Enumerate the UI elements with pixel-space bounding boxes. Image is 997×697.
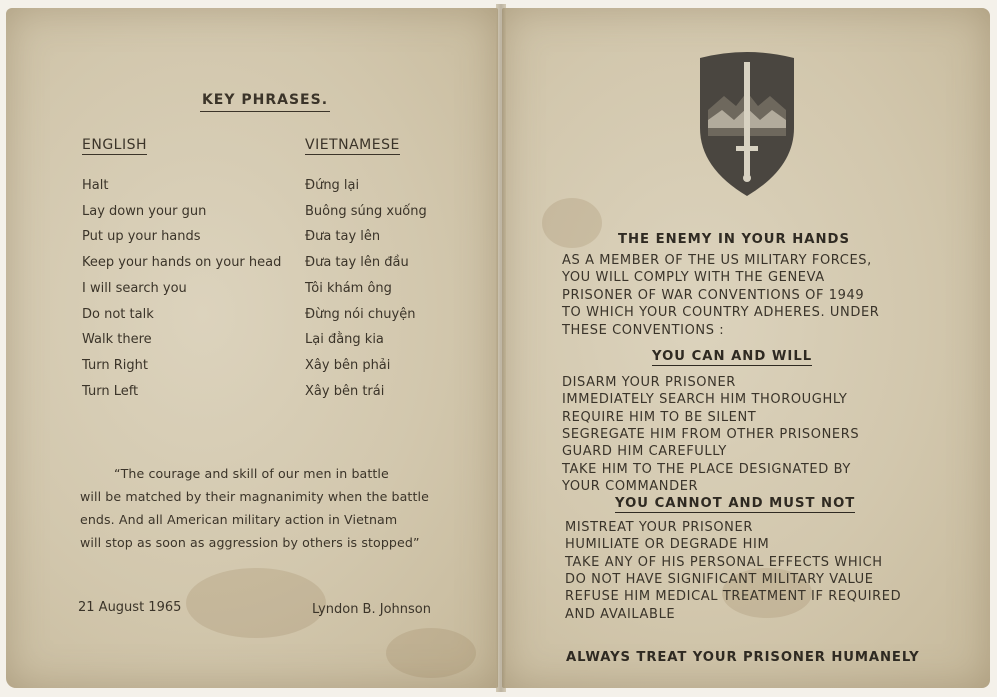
phrase-vietnamese: Xây bên trái [305, 384, 385, 399]
phrase-english: Halt [82, 178, 109, 193]
phrase-vietnamese: Đưa tay lên [305, 229, 381, 244]
phrase-english: Lay down your gun [82, 204, 207, 219]
phrase-english: Keep your hands on your head [82, 255, 282, 270]
phrase-english: Turn Left [82, 384, 139, 399]
can-line: REQUIRE HIM TO BE SILENT [562, 410, 757, 425]
phrase-english: Put up your hands [82, 229, 201, 244]
phrase-vietnamese: Tôi khám ông [305, 281, 392, 296]
english-column-header: ENGLISH [82, 137, 148, 153]
intro-line: PRISONER OF WAR CONVENTIONS OF 1949 [562, 288, 865, 303]
quote-line: will stop as soon as aggression by others is stopped” [80, 535, 420, 550]
phrase-vietnamese: Buông súng xuống [305, 204, 427, 219]
intro-line: TO WHICH YOUR COUNTRY ADHERES. UNDER [562, 305, 880, 320]
stain [186, 568, 326, 638]
phrase-english: Walk there [82, 332, 152, 347]
can-line: SEGREGATE HIM FROM OTHER PRISONERS [562, 427, 860, 442]
can-line: YOUR COMMANDER [562, 479, 699, 494]
cannot-line: HUMILIATE OR DEGRADE HIM [565, 537, 770, 552]
phrase-vietnamese: Đứng lại [305, 178, 360, 193]
phrase-vietnamese: Xây bên phải [305, 358, 391, 373]
quote-line: ends. And all American military action in Vietnam [80, 512, 398, 527]
phrase-vietnamese: Đưa tay lên đầu [305, 255, 409, 270]
intro-line: THESE CONVENTIONS : [562, 323, 725, 338]
quote-author: Lyndon B. Johnson [312, 602, 431, 617]
stain [386, 628, 476, 678]
cannot-line: TAKE ANY OF HIS PERSONAL EFFECTS WHICH [565, 555, 883, 570]
enemy-heading: THE ENEMY IN YOUR HANDS [618, 232, 850, 247]
closing-line: ALWAYS TREAT YOUR PRISONER HUMANELY [566, 650, 920, 665]
phrase-english: Turn Right [82, 358, 148, 373]
can-heading: YOU CAN AND WILL [652, 349, 813, 364]
can-line: GUARD HIM CAREFULLY [562, 444, 727, 459]
quote-date: 21 August 1965 [78, 600, 182, 615]
phrase-vietnamese: Đừng nói chuyện [305, 307, 416, 322]
cannot-line: MISTREAT YOUR PRISONER [565, 520, 753, 535]
quote-line: will be matched by their magnanimity when the battle [80, 489, 429, 504]
center-fold [496, 4, 506, 692]
phrase-vietnamese: Lại đằng kia [305, 332, 384, 347]
key-phrases-title: KEY PHRASES. [200, 92, 330, 112]
quote-line: “The courage and skill of our men in battle [114, 466, 389, 481]
cannot-line: REFUSE HIM MEDICAL TREATMENT IF REQUIRED [565, 589, 902, 604]
phrase-english: I will search you [82, 281, 187, 296]
can-line: DISARM YOUR PRISONER [562, 375, 736, 390]
phrase-english: Do not talk [82, 307, 154, 322]
johnson-quote [80, 462, 450, 554]
vietnamese-column-header: VIETNAMESE [305, 137, 400, 153]
intro-line: YOU WILL COMPLY WITH THE GENEVA [562, 270, 825, 285]
can-line: IMMEDIATELY SEARCH HIM THOROUGHLY [562, 392, 848, 407]
intro-line: AS A MEMBER OF THE US MILITARY FORCES, [562, 253, 872, 268]
shield-with-sword-icon [694, 48, 800, 198]
cannot-line: DO NOT HAVE SIGNIFICANT MILITARY VALUE [565, 572, 874, 587]
cannot-line: AND AVAILABLE [565, 607, 676, 622]
cannot-heading: YOU CANNOT AND MUST NOT [615, 496, 856, 511]
can-line: TAKE HIM TO THE PLACE DESIGNATED BY [562, 462, 851, 477]
stain [542, 198, 602, 248]
